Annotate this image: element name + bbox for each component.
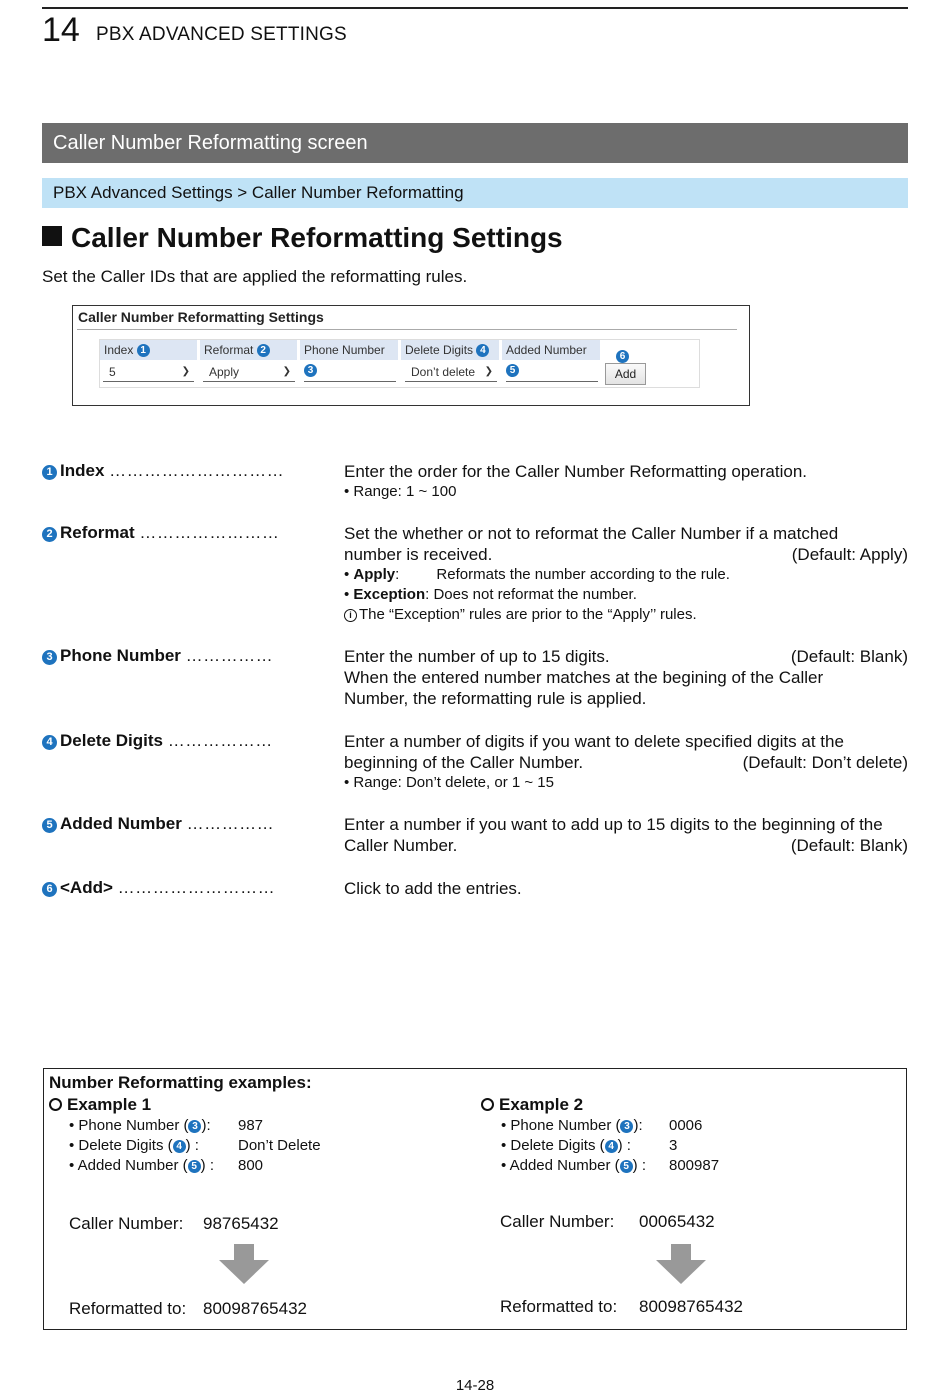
section-description: Set the Caller IDs that are applied the reformatting rules. (42, 267, 468, 286)
caller-label: Caller Number: (500, 1212, 615, 1231)
definition-text: When the entered number matches at the begining of the Caller (344, 668, 824, 687)
example-param: • Delete Digits ( 4 ) : 3 (501, 1137, 678, 1154)
column-header-phone-number (300, 340, 398, 376)
result-value: 80098765432 (639, 1297, 744, 1316)
example-title (49, 1094, 469, 1116)
bullet-text: Reformats the number according to the rule. (436, 566, 730, 583)
definition-line (344, 752, 908, 773)
param-value: 987 (238, 1117, 264, 1134)
example-param: • Added Number ( 5 ) : 800 (69, 1157, 264, 1174)
param-label: ) : (200, 1157, 214, 1174)
result-label: Reformatted to: (500, 1297, 618, 1316)
example-2-result (500, 1297, 744, 1317)
chapter-title: PBX ADVANCED SETTINGS (96, 24, 347, 45)
term-label: Phone Number (60, 646, 181, 665)
param-label: ) : (632, 1157, 646, 1174)
item-add-term (42, 878, 275, 898)
down-arrow-icon (219, 1244, 269, 1284)
bullet-term: Apply (353, 566, 396, 583)
leader-dots: …………… (186, 814, 275, 833)
column-header-added-number (502, 340, 600, 376)
column-label: Added Number (506, 343, 587, 357)
item-added-number-definition (344, 814, 908, 856)
number-badge: 1 (137, 344, 150, 357)
item-delete-digits-definition (344, 731, 908, 793)
definition-text: Caller Number. (344, 836, 458, 855)
param-label: ) : (185, 1137, 199, 1154)
term-label: <Add> (60, 878, 113, 897)
definition-text: Number, the reformatting rule is applied. (344, 689, 647, 708)
phone-number-input[interactable] (304, 363, 396, 382)
number-badge: 4 (42, 735, 57, 750)
note-line (344, 605, 908, 625)
term-label: Delete Digits (60, 731, 163, 750)
circle-bullet-icon (49, 1098, 62, 1111)
bullet-line: • Apply: Reformats the number according to the rule. (344, 566, 730, 583)
result-value: 80098765432 (203, 1299, 308, 1318)
bullet-term: Exception (353, 586, 426, 603)
column-label: Reformat (204, 343, 254, 357)
info-icon: i (344, 609, 357, 622)
item-index-definition (344, 461, 908, 502)
number-badge: 5 (188, 1160, 201, 1173)
number-badge: 2 (257, 344, 270, 357)
example-param: • Phone Number ( 3 ): 987 (69, 1117, 264, 1134)
number-badge: 4 (173, 1140, 186, 1153)
default-value: (Default: Don’t delete) (742, 753, 908, 772)
leader-dots: …………… (185, 646, 274, 665)
reformat-select-value: Apply (209, 365, 240, 379)
default-value: (Default: Blank) (790, 647, 908, 666)
number-badge: 5 (620, 1160, 633, 1173)
item-phone-number-definition (344, 646, 908, 709)
definition-text: Click to add the entries. (344, 879, 522, 898)
examples-box (43, 1068, 907, 1330)
param-value: 800 (238, 1157, 264, 1174)
param-value: 3 (669, 1137, 678, 1154)
number-badge: 5 (506, 364, 519, 377)
added-number-input[interactable] (506, 363, 598, 382)
number-badge: 6 (42, 882, 57, 897)
param-label: Delete Digits ( (78, 1137, 173, 1154)
column-label: Index (104, 343, 134, 357)
example-1 (49, 1094, 469, 1176)
param-label: ): (201, 1117, 211, 1134)
definition-text: Enter the order for the Caller Number Reformatting operation. (344, 462, 808, 481)
definition-text: number is received. (344, 545, 493, 564)
number-badge: 6 (616, 350, 629, 363)
index-select[interactable] (103, 363, 194, 382)
example-title-text: Example 1 (67, 1095, 152, 1114)
leader-dots: …………………… (139, 523, 280, 542)
page-number: 14-28 (455, 1377, 495, 1394)
screenshot-title: Caller Number Reformatting Settings (78, 309, 324, 325)
bullet-text: : Does not reformat the number. (425, 586, 637, 603)
leader-dots: ……………… (167, 731, 273, 750)
definition-text: Set the whether or not to reformat the Caller Number if a matched (344, 524, 839, 543)
number-badge: 3 (304, 364, 317, 377)
definition-line (344, 835, 908, 856)
screenshot-divider (77, 329, 737, 330)
example-param: • Added Number ( 5 ) : 800987 (501, 1157, 720, 1174)
leader-dots: ………………………… (109, 461, 285, 480)
definition-line (344, 646, 908, 667)
number-badge: 2 (42, 527, 57, 542)
item-index-term (42, 461, 284, 481)
example-title (481, 1094, 901, 1116)
number-badge: 4 (605, 1140, 618, 1153)
default-value: (Default: Blank) (790, 836, 908, 855)
chevron-down-icon: ❯ (282, 366, 291, 377)
definition-text: beginning of the Caller Number. (344, 753, 584, 772)
item-reformat-term (42, 523, 279, 543)
settings-screenshot (72, 305, 750, 406)
chevron-down-icon: ❯ (484, 366, 493, 377)
down-arrow-icon (656, 1244, 706, 1284)
definition-text: Enter the number of up to 15 digits. (344, 647, 610, 666)
column-header-delete-digits (401, 340, 499, 360)
section-title-text: Caller Number Reformatting Settings (71, 222, 563, 253)
delete-digits-select-value: Don’t delete (411, 365, 476, 379)
item-add-definition (344, 878, 908, 899)
item-phone-number-term (42, 646, 273, 666)
item-reformat-definition (344, 523, 908, 625)
number-badge: 4 (476, 344, 489, 357)
param-label: Phone Number ( (78, 1117, 189, 1134)
examples-heading: Number Reformatting examples: (49, 1073, 312, 1092)
term-label: Index (60, 461, 105, 480)
caller-value: 98765432 (203, 1214, 279, 1233)
bullet-colon: : (395, 566, 400, 583)
column-header-reformat (200, 340, 297, 360)
example-param: • Delete Digits ( 4 ) : Don’t Delete (69, 1137, 321, 1154)
term-label: Added Number (60, 814, 182, 833)
param-label: Added Number ( (509, 1157, 620, 1174)
bullet-line: • Range: Don’t delete, or 1 ~ 15 (344, 774, 554, 791)
square-bullet-icon (42, 226, 62, 246)
example-2-caller (500, 1212, 715, 1232)
term-label: Reformat (60, 523, 135, 542)
example-title-text: Example 2 (499, 1095, 584, 1114)
section-title (42, 220, 563, 256)
definition-text: Enter a number if you want to add up to 15 digits to the beginning of the (344, 815, 883, 834)
number-badge: 1 (42, 465, 57, 480)
index-select-value: 5 (109, 365, 116, 379)
definition-text: Enter a number of digits if you want to delete specified digits at the (344, 732, 844, 751)
param-value: Don’t Delete (238, 1137, 321, 1154)
example-1-caller (69, 1214, 279, 1234)
add-button[interactable]: Add (605, 363, 646, 385)
screen-title-bar: Caller Number Reformatting screen (42, 123, 908, 163)
param-label: Added Number ( (77, 1157, 188, 1174)
number-badge: 3 (42, 650, 57, 665)
chapter-number: 14 (42, 11, 80, 49)
bullet-line: • Range: 1 ~ 100 (344, 483, 457, 500)
bullet-line: • Exception: Does not reformat the number. (344, 586, 637, 603)
example-param: • Phone Number ( 3 ): 0006 (501, 1117, 703, 1134)
definition-line (344, 544, 908, 565)
reformat-select[interactable] (203, 363, 295, 382)
caller-label: Caller Number: (69, 1214, 184, 1233)
circle-bullet-icon (481, 1098, 494, 1111)
param-value: 0006 (669, 1117, 703, 1134)
param-label: Phone Number ( (510, 1117, 621, 1134)
caller-value: 00065432 (639, 1212, 715, 1231)
column-label: Phone Number (304, 343, 385, 357)
bullet-text: Range: 1 ~ 100 (353, 483, 457, 500)
delete-digits-select[interactable] (405, 363, 497, 382)
param-label: Delete Digits ( (510, 1137, 605, 1154)
bullet-text: Range: Don’t delete, or 1 ~ 15 (353, 774, 554, 791)
leader-dots: ……………………… (117, 878, 276, 897)
column-header-index (100, 340, 197, 360)
number-badge: 5 (42, 818, 57, 833)
chevron-down-icon: ❯ (181, 366, 190, 377)
param-value: 800987 (669, 1157, 720, 1174)
breadcrumb: PBX Advanced Settings > Caller Number Reformatting (42, 178, 908, 208)
number-badge: 3 (620, 1120, 633, 1133)
item-added-number-term (42, 814, 274, 834)
top-rule (42, 7, 908, 9)
param-label: ) : (617, 1137, 631, 1154)
note-text: The “Exception” rules are prior to the “Apply’’ rules. (359, 606, 697, 623)
number-badge: 3 (188, 1120, 201, 1133)
result-label: Reformatted to: (69, 1299, 187, 1318)
item-delete-digits-term (42, 731, 273, 751)
example-1-result (69, 1299, 308, 1319)
default-value: (Default: Apply) (791, 545, 908, 564)
column-label: Delete Digits (405, 343, 474, 357)
param-label: ): (633, 1117, 643, 1134)
example-2 (481, 1094, 901, 1176)
